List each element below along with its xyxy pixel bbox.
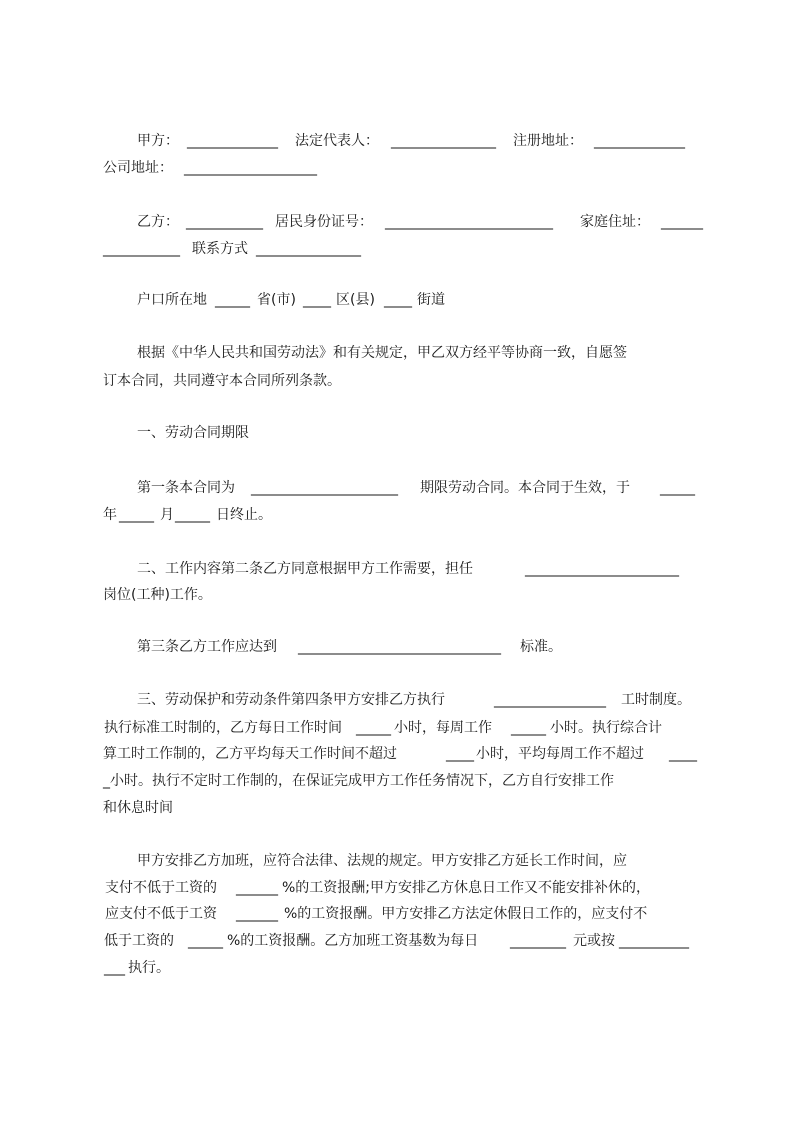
- section-3-line-1: [0, 688, 793, 712]
- holiday-rate-blank: _____: [188, 933, 223, 949]
- article-3-line: [0, 635, 793, 659]
- home-address-label: 家庭住址：: [580, 214, 650, 230]
- overtime-text-4c: 元或按: [573, 933, 615, 949]
- section-2-line-1: [0, 557, 793, 581]
- avg-weekly-hours-blank: ____: [669, 746, 697, 762]
- preamble-text-2: 订本合同，共同遵守本合同所列条款。: [103, 373, 341, 389]
- company-address-blank: ___________________: [184, 160, 317, 176]
- daily-base-blank: ________: [510, 933, 566, 949]
- preamble-line-2: [0, 369, 793, 393]
- home-address-blank: ______: [661, 214, 703, 230]
- hukou-line: [0, 288, 793, 312]
- overtime-line-2: [0, 876, 793, 900]
- preamble-text-1: 根据《中华人民共和国劳动法》和有关规定，甲乙双方经平等协商一致，自愿签: [137, 345, 627, 361]
- street-label: 街道: [417, 292, 445, 308]
- overtime-text-1: 甲方安排乙方加班，应符合法律、法规的规定。甲方安排乙方延长工作时间，应: [137, 853, 627, 869]
- section-3-line-2: [0, 716, 793, 740]
- daily-hours-blank: _____: [356, 720, 391, 736]
- overtime-line-5: [0, 956, 793, 980]
- id-number-label: 居民身份证号：: [275, 214, 373, 230]
- day-blank: _____: [175, 507, 210, 523]
- article-1-line-2: [0, 503, 793, 527]
- section-1-title: 一、劳动合同期限: [137, 425, 249, 441]
- overtime-basis-blank-cont: ___: [104, 960, 125, 976]
- extended-hours-rate-blank: ______: [236, 880, 278, 896]
- hukou-label: 户口所在地: [137, 292, 207, 308]
- work-hours-system-blank: ________________: [494, 692, 606, 708]
- section-2-line-2: [0, 583, 793, 607]
- year-label: 年: [103, 507, 117, 523]
- section-3-text-2b: 小时，每周工作: [394, 720, 492, 736]
- party-a-blank: _____________: [187, 133, 278, 149]
- section-2-text-b: 岗位(工种)工作。: [103, 587, 212, 603]
- month-label: 月: [160, 507, 174, 523]
- overtime-text-3a: 应支付不低于工资: [105, 906, 217, 922]
- id-number-blank: ________________________: [385, 214, 553, 230]
- legal-rep-blank: _______________: [391, 133, 496, 149]
- district-blank: ____: [303, 292, 331, 308]
- overtime-line-3: [0, 902, 793, 926]
- section-3-text-2a: 执行标准工时制的，乙方每日工作时间: [104, 720, 342, 736]
- section-1-heading: [0, 421, 793, 445]
- section-3-text-4: _小时。执行不定时工作制的，在保证完成甲方工作任务情况下，乙方自行安排工作: [103, 773, 614, 789]
- section-3-text-1b: 工时制度。: [621, 692, 691, 708]
- party-a-label: 甲方：: [137, 133, 179, 149]
- section-3-text-5: 和休息时间: [103, 800, 173, 816]
- month-blank: _____: [119, 507, 154, 523]
- overtime-line-4: [0, 929, 793, 953]
- contact-label: 联系方式: [192, 241, 248, 257]
- province-label: 省(市): [257, 292, 296, 308]
- section-3-text-1a: 三、劳动保护和劳动条件第四条甲方安排乙方执行: [137, 692, 445, 708]
- weekly-hours-blank: _____: [511, 720, 546, 736]
- party-b-label: 乙方：: [137, 214, 179, 230]
- registered-address-blank: _____________: [594, 133, 685, 149]
- overtime-line-1: [0, 849, 793, 873]
- party-b-line: [0, 210, 793, 234]
- registered-address-label: 注册地址：: [513, 133, 583, 149]
- article-1-line-1: [0, 476, 793, 500]
- street-blank: ____: [384, 292, 412, 308]
- section-3-line-3: [0, 742, 793, 766]
- standard-blank: _____________________________: [298, 639, 501, 655]
- home-address-blank-cont: ___________: [103, 241, 180, 257]
- section-2-text-a: 二、工作内容第二条乙方同意根据甲方工作需要，担任: [137, 561, 473, 577]
- legal-rep-label: 法定代表人：: [295, 133, 379, 149]
- overtime-text-4b: %的工资报酬。乙方加班工资基数为每日: [227, 933, 479, 949]
- position-blank: ______________________: [525, 561, 679, 577]
- overtime-text-2a: 支付不低于工资的: [105, 880, 217, 896]
- avg-daily-hours-blank: ____: [446, 746, 474, 762]
- article-3-text-a: 第三条乙方工作应达到: [137, 639, 277, 655]
- contact-line: [0, 237, 793, 261]
- end-date-blank: _____: [660, 480, 695, 496]
- rest-day-rate-blank: ______: [236, 906, 278, 922]
- overtime-text-3b: %的工资报酬。甲方安排乙方法定休假日工作的，应支付不: [284, 906, 648, 922]
- party-b-blank: ___________: [186, 214, 263, 230]
- province-blank: _____: [215, 292, 250, 308]
- section-3-line-4: [0, 769, 793, 793]
- contact-blank: _______________: [256, 241, 361, 257]
- overtime-text-5b: 执行。: [128, 960, 170, 976]
- district-label: 区(县): [336, 292, 375, 308]
- preamble-line-1: [0, 341, 793, 365]
- company-address-line: [0, 156, 793, 180]
- article-1-text-a: 第一条本合同为: [137, 480, 235, 496]
- section-3-text-3a: 算工时工作制的，乙方平均每天工作时间不超过: [103, 746, 397, 762]
- section-3-line-5: [0, 796, 793, 820]
- overtime-text-4a: 低于工资的: [104, 933, 174, 949]
- contract-term-blank: _____________________: [251, 480, 398, 496]
- section-3-text-2c: 小时。执行综合计: [550, 720, 662, 736]
- overtime-text-2b: %的工资报酬;甲方安排乙方休息日工作又不能安排补休的，: [282, 880, 651, 896]
- article-3-text-b: 标准。: [520, 639, 562, 655]
- section-3-text-3b: 小时，平均每周工作不超过: [476, 746, 644, 762]
- company-address-label: 公司地址：: [103, 160, 173, 176]
- article-1-text-b: 期限劳动合同。本合同于生效，于: [420, 480, 630, 496]
- overtime-basis-blank: __________: [619, 933, 689, 949]
- party-a-line: [0, 129, 793, 153]
- day-end-label: 日终止。: [216, 507, 272, 523]
